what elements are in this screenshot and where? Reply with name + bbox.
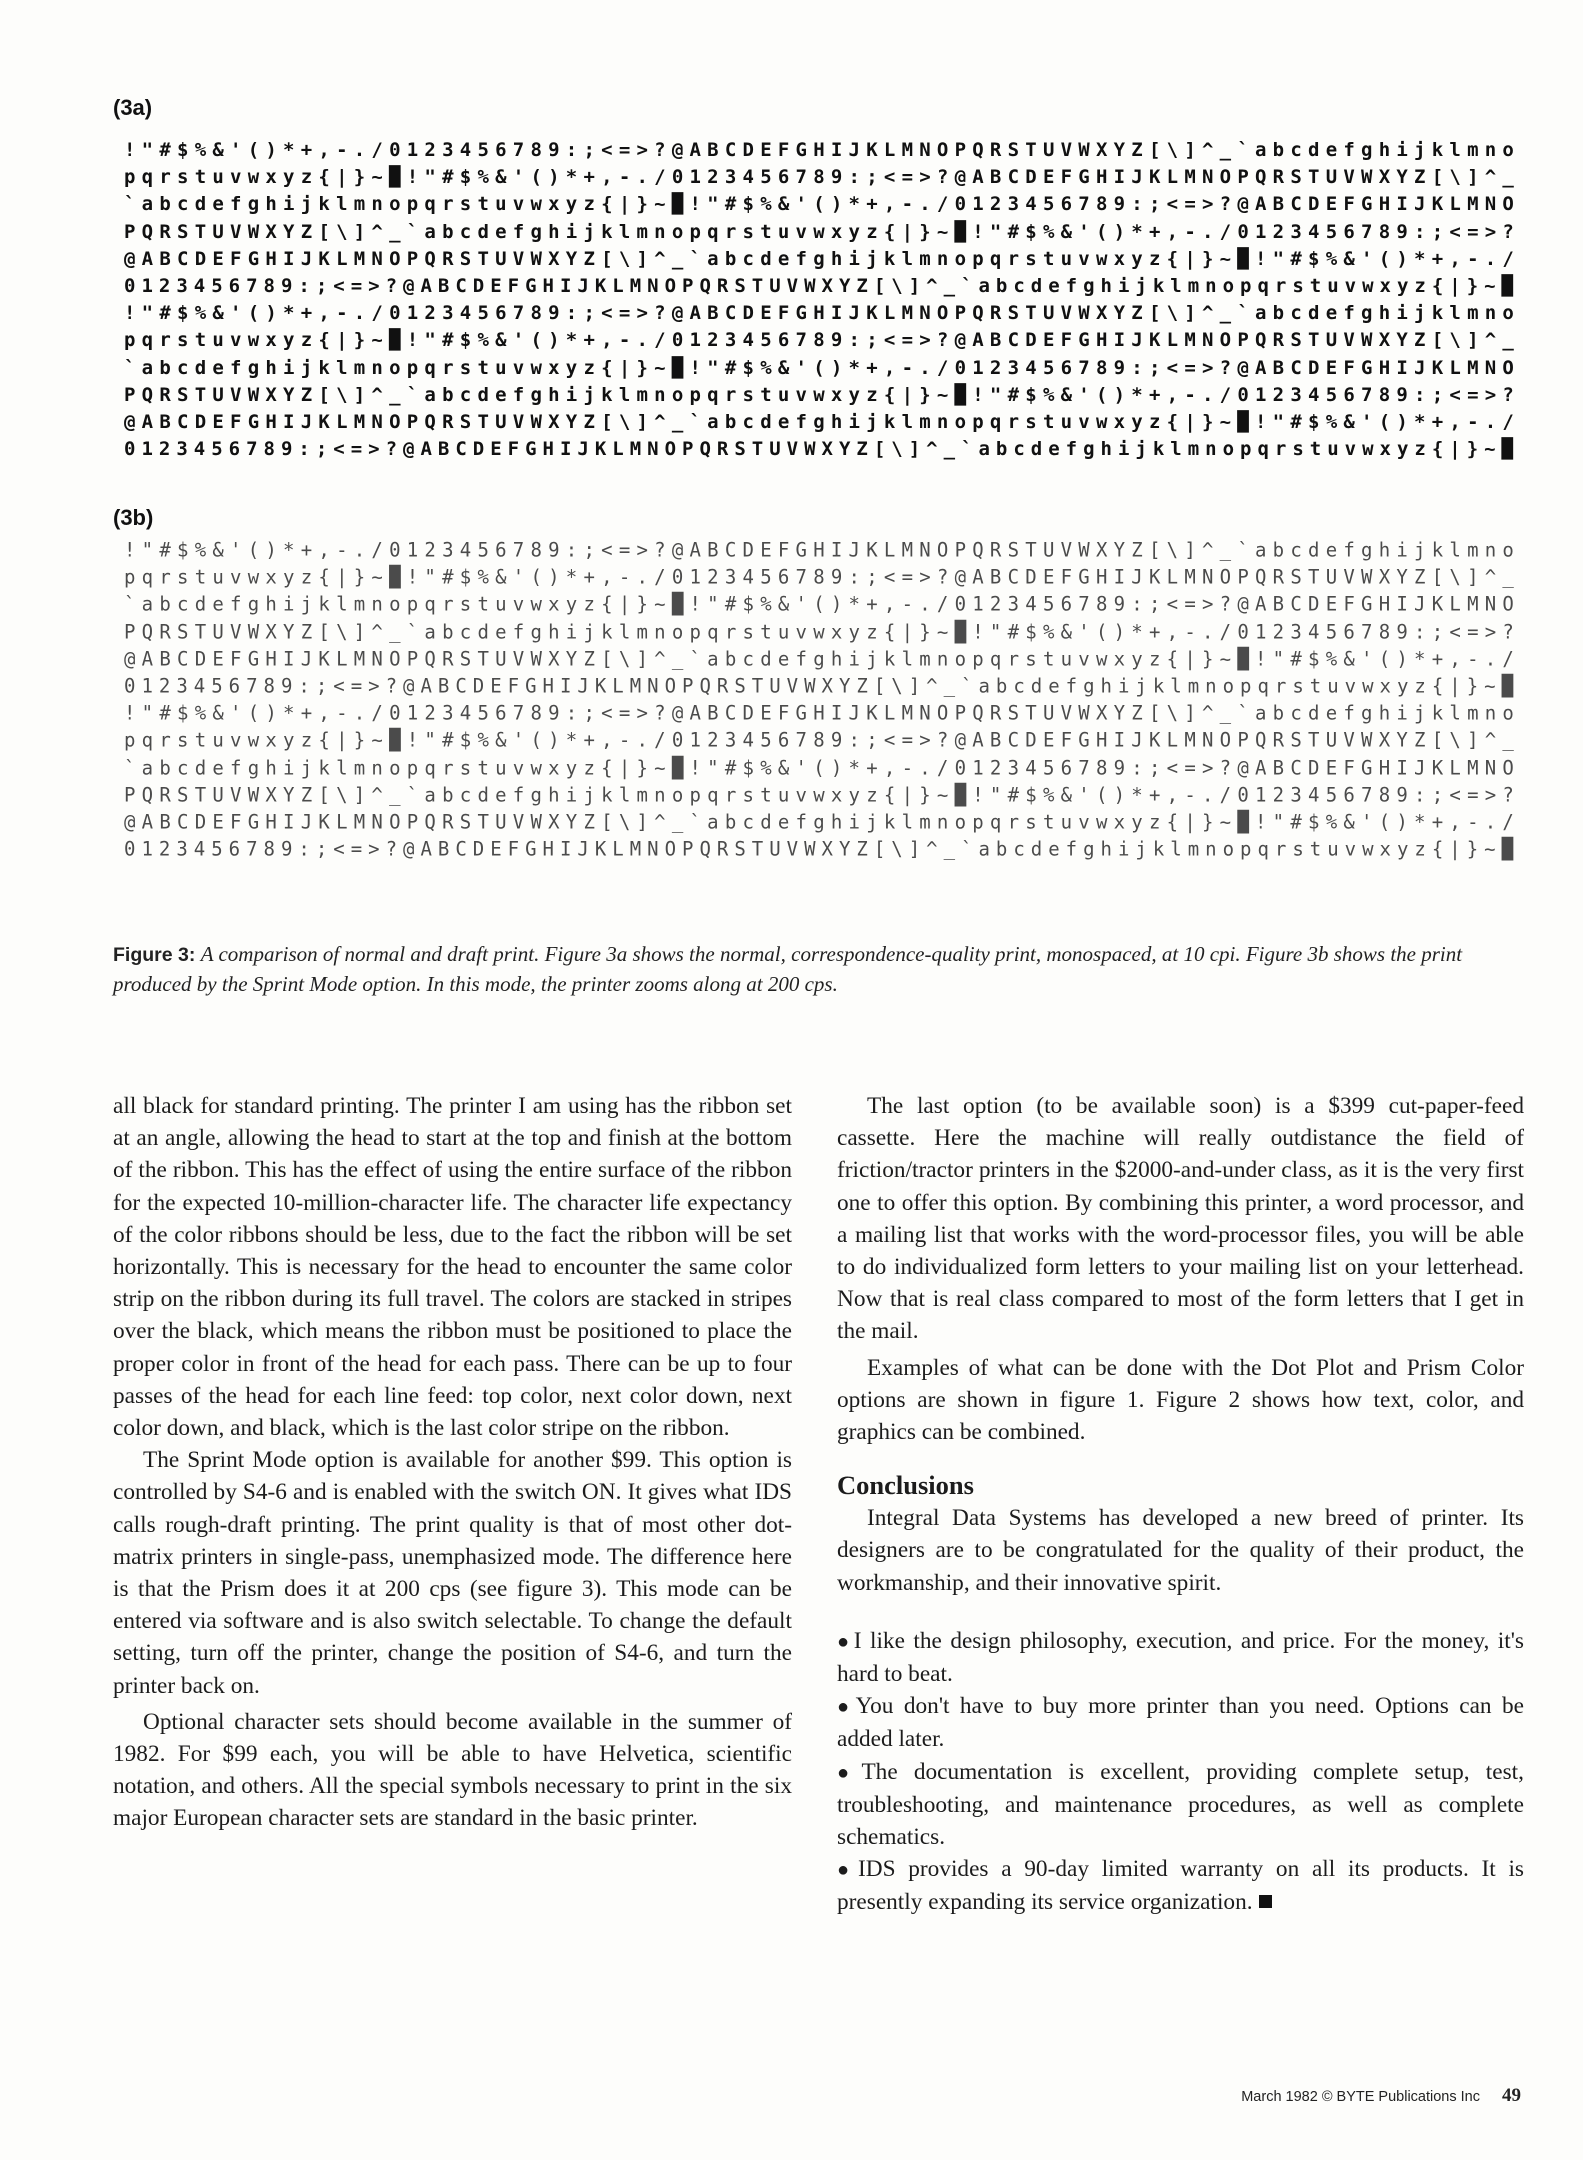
print-line: @ A B C D E F G H I J K L M N O P Q R S T U V W X Y Z [ \ ] ^ _ ` a b c d e f g h i j k l m n o p q r s t u v w x y z { | } ~ █ ! " # $ % & ' ( ) * + , - . / <box>124 647 1514 671</box>
print-line: ` a b c d e f g h i j k l m n o p q r s t u v w x y z { | } ~ █ ! " # $ % & ' ( ) * + , - . / 0 1 2 3 4 5 6 7 8 9 : ; < = > ? @ A B C D E F G H I J K L M N O <box>124 193 1514 216</box>
bullet-icon: ● <box>837 1761 860 1784</box>
print-line: @ A B C D E F G H I J K L M N O P Q R S T U V W X Y Z [ \ ] ^ _ ` a b c d e f g h i j k l m n o p q r s t u v w x y z { | } ~ █ ! " # $ % & ' ( ) * + , - . / <box>124 810 1514 834</box>
print-line: P Q R S T U V W X Y Z [ \ ] ^ _ ` a b c d e f g h i j k l m n o p q r s t u v w x y z { | } ~ █ ! " # $ % & ' ( ) * + , - . / 0 1 2 3 4 5 6 7 8 9 : ; < = > ? <box>124 783 1514 807</box>
bullet-icon: ● <box>837 1859 856 1882</box>
print-line: P Q R S T U V W X Y Z [ \ ] ^ _ ` a b c d e f g h i j k l m n o p q r s t u v w x y z { | } ~ █ ! " # $ % & ' ( ) * + , - . / 0 1 2 3 4 5 6 7 8 9 : ; < = > ? <box>124 619 1514 644</box>
caption-text: A comparison of normal and draft print. Figure 3a shows the normal, correspondence-quality print, monospaced, at 10 cpi. Figure 3b shows the print produced by the Sprint Mode option. In this mode, the printer zooms along at 200 cps. <box>113 942 1463 996</box>
print-line: ! " # $ % & ' ( ) * + , - . / 0 1 2 3 4 5 6 7 8 9 : ; < = > ? @ A B C D E F G H I J K L M N O P Q R S T U V W X Y Z [ \ ] ^ _ ` a b c d e f g h i j k l m n o <box>124 302 1514 325</box>
section-heading: Conclusions <box>837 1470 974 1501</box>
print-line: ! " # $ % & ' ( ) * + , - . / 0 1 2 3 4 5 6 7 8 9 : ; < = > ? @ A B C D E F G H I J K L M N O P Q R S T U V W X Y Z [ \ ] ^ _ ` a b c d e f g h i j k l m n o <box>124 538 1514 562</box>
print-line: P Q R S T U V W X Y Z [ \ ] ^ _ ` a b c d e f g h i j k l m n o p q r s t u v w x y z { | } ~ █ ! " # $ % & ' ( ) * + , - . / 0 1 2 3 4 5 6 7 8 9 : ; < = > ? <box>124 220 1514 243</box>
print-line: p q r s t u v w x y z { | } ~ █ ! " # $ % & ' ( ) * + , - . / 0 1 2 3 4 5 6 7 8 9 : ; < = > ? @ A B C D E F G H I J K L M N O P Q R S T U V W X Y Z [ \ ] ^ _ <box>124 728 1514 752</box>
print-line: ! " # $ % & ' ( ) * + , - . / 0 1 2 3 4 5 6 7 8 9 : ; < = > ? @ A B C D E F G H I J K L M N O P Q R S T U V W X Y Z [ \ ] ^ _ ` a b c d e f g h i j k l m n o <box>124 701 1514 725</box>
print-line: ! " # $ % & ' ( ) * + , - . / 0 1 2 3 4 5 6 7 8 9 : ; < = > ? @ A B C D E F G H I J K L M N O P Q R S T U V W X Y Z [ \ ] ^ _ ` a b c d e f g h i j k l m n o <box>124 139 1514 161</box>
bullet-item <box>837 1756 1524 1854</box>
left-column <box>113 1090 792 1835</box>
print-line: 0 1 2 3 4 5 6 7 8 9 : ; < = > ? @ A B C D E F G H I J K L M N O P Q R S T U V W X Y Z [ \ ] ^ _ ` a b c d e f g h i j k l m n o p q r s t u v w x y z { | } ~ █ <box>124 674 1514 698</box>
print-line: ` a b c d e f g h i j k l m n o p q r s t u v w x y z { | } ~ █ ! " # $ % & ' ( ) * + , - . / 0 1 2 3 4 5 6 7 8 9 : ; < = > ? @ A B C D E F G H I J K L M N O <box>124 755 1514 780</box>
print-line: @ A B C D E F G H I J K L M N O P Q R S T U V W X Y Z [ \ ] ^ _ ` a b c d e f g h i j k l m n o p q r s t u v w x y z { | } ~ █ ! " # $ % & ' ( ) * + , - . / <box>124 247 1514 270</box>
print-line: @ A B C D E F G H I J K L M N O P Q R S T U V W X Y Z [ \ ] ^ _ ` a b c d e f g h i j k l m n o p q r s t u v w x y z { | } ~ █ ! " # $ % & ' ( ) * + , - . / <box>124 410 1514 433</box>
bullet-text: You don't have to buy more printer than you need. Options can be added later. <box>837 1693 1524 1753</box>
bullet-list <box>837 1625 1524 1919</box>
print-line: p q r s t u v w x y z { | } ~ █ ! " # $ % & ' ( ) * + , - . / 0 1 2 3 4 5 6 7 8 9 : ; < = > ? @ A B C D E F G H I J K L M N O P Q R S T U V W X Y Z [ \ ] ^ _ <box>124 166 1514 189</box>
bullet-text: I like the design philosophy, execution, and price. For the money, it's hard to beat. <box>837 1627 1524 1688</box>
print-line: P Q R S T U V W X Y Z [ \ ] ^ _ ` a b c d e f g h i j k l m n o p q r s t u v w x y z { | } ~ █ ! " # $ % & ' ( ) * + , - . / 0 1 2 3 4 5 6 7 8 9 : ; < = > ? <box>124 383 1514 406</box>
print-line: p q r s t u v w x y z { | } ~ █ ! " # $ % & ' ( ) * + , - . / 0 1 2 3 4 5 6 7 8 9 : ; < = > ? @ A B C D E F G H I J K L M N O P Q R S T U V W X Y Z [ \ ] ^ _ <box>124 565 1514 589</box>
bullet-item <box>837 1625 1524 1690</box>
caption-label: Figure 3: <box>113 944 196 966</box>
bullet-text: The documentation is excellent, providing complete setup, test, troubleshooting, and maintenance procedures, as well as complete schematics. <box>837 1758 1524 1851</box>
figure-3b-label: (3b) <box>113 505 154 530</box>
print-line: 0 1 2 3 4 5 6 7 8 9 : ; < = > ? @ A B C D E F G H I J K L M N O P Q R S T U V W X Y Z [ \ ] ^ _ ` a b c d e f g h i j k l m n o p q r s t u v w x y z { | } ~ █ <box>124 837 1514 861</box>
page-footer <box>1191 2085 1521 2107</box>
footer-credit: March 1982 © BYTE Publications Inc <box>1241 2089 1480 2105</box>
bullet-icon: ● <box>837 1630 852 1653</box>
page-number: 49 <box>1502 2085 1521 2106</box>
print-line: p q r s t u v w x y z { | } ~ █ ! " # $ % & ' ( ) * + , - . / 0 1 2 3 4 5 6 7 8 9 : ; < = > ? @ A B C D E F G H I J K L M N O P Q R S T U V W X Y Z [ \ ] ^ _ <box>124 329 1514 352</box>
body-paragraph: Integral Data Systems has developed a new breed of printer. Its designers are to be congratulated for the quality of their product, the workmanship, and their innovative spirit. <box>837 1505 1524 1596</box>
body-paragraph: The last option (to be available soon) is a $399 cut-paper-feed cassette. Here the machine will really outdistance the field of friction/tractor printers in the $2000-and-under class, as it is the very first one to offer this option. By combining this printer, a word processor, and a mailing list that works with the word-processor files, you will be able to do individualized form letters to your mailing list on your letterhead. Now that is real class compared to most of the form letters that I get in the mail. <box>837 1093 1524 1345</box>
print-line: 0 1 2 3 4 5 6 7 8 9 : ; < = > ? @ A B C D E F G H I J K L M N O P Q R S T U V W X Y Z [ \ ] ^ _ ` a b c d e f g h i j k l m n o p q r s t u v w x y z { | } ~ █ <box>124 274 1514 297</box>
print-line: ` a b c d e f g h i j k l m n o p q r s t u v w x y z { | } ~ █ ! " # $ % & ' ( ) * + , - . / 0 1 2 3 4 5 6 7 8 9 : ; < = > ? @ A B C D E F G H I J K L M N O <box>124 356 1514 379</box>
bullet-text: IDS provides a 90-day limited warranty on all its products. It is presently expanding its service organization. <box>837 1856 1524 1916</box>
figure-caption <box>113 940 1473 1000</box>
bullet-item <box>837 1853 1524 1918</box>
right-column <box>837 1090 1524 1919</box>
body-paragraph: Examples of what can be done with the Dot Plot and Prism Color options are shown in figure 1. Figure 2 shows how text, color, and graphics can be combined. <box>837 1354 1524 1446</box>
bullet-item <box>837 1690 1524 1755</box>
body-paragraph: all black for standard printing. The printer I am using has the ribbon set at an angle, allowing the head to start at the top and finish at the bottom of the ribbon. This has the effect of using the entire surface of the ribbon for the expected 10-million-character life. The character life expectancy of the color ribbons should be less, due to the fact the ribbon will be set horizontally. This is necessary for the head to encounter the same color strip on the ribbon during its full travel. The colors are stacked in stripes over the black, which means the ribbon must be positioned to place the proper color in front of the head for each pass. There can be up to four passes of the head for each line feed: top color, next color down, next color down, and black, which is the last color stripe on the ribbon. <box>113 1093 792 1442</box>
body-paragraph: Optional character sets should become available in the summer of 1982. For $99 each, you will be able to have Helvetica, scientific notation, and others. All the special symbols necessary to print in the six major European character sets are standard in the basic printer. <box>113 1708 792 1832</box>
draft-print-sample <box>124 537 1514 863</box>
end-of-article-icon <box>1259 1895 1272 1908</box>
print-line: ` a b c d e f g h i j k l m n o p q r s t u v w x y z { | } ~ █ ! " # $ % & ' ( ) * + , - . / 0 1 2 3 4 5 6 7 8 9 : ; < = > ? @ A B C D E F G H I J K L M N O <box>124 592 1514 616</box>
body-paragraph: The Sprint Mode option is available for another $99. This option is controlled by S4-6 and is enabled with the switch ON. It gives what IDS calls rough-draft printing. The print quality is that of most other dot-matrix printers in single-pass, unemphasized mode. The difference here is that the Prism does it at 200 cps (see figure 3). This mode can be entered via software and is also switch selectable. To change the default setting, turn off the printer, change the position of S4-6, and turn the printer back on. <box>113 1447 792 1699</box>
normal-print-sample <box>124 137 1514 463</box>
bullet-icon: ● <box>837 1696 854 1719</box>
figure-3a-label: (3a) <box>113 95 153 120</box>
print-line: 0 1 2 3 4 5 6 7 8 9 : ; < = > ? @ A B C D E F G H I J K L M N O P Q R S T U V W X Y Z [ \ ] ^ _ ` a b c d e f g h i j k l m n o p q r s t u v w x y z { | } ~ █ <box>124 438 1514 461</box>
